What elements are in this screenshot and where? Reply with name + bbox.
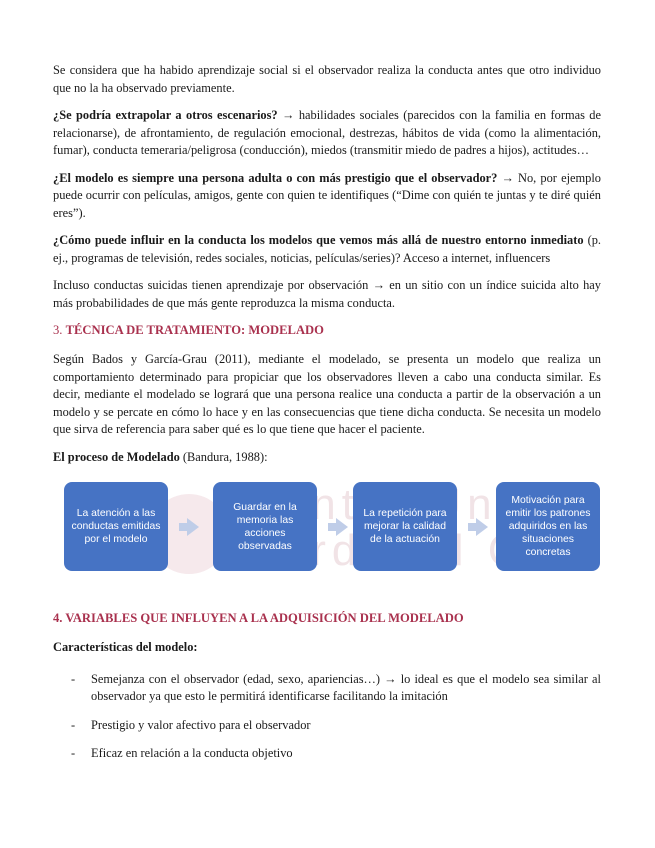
paragraph-models-influence: ¿Cómo puede influir en la conducta los modelos que vemos más allá de nuestro entorno inmediato (p. ej., programas de televisión, redes sociales, noticias, películas/series)? Acceso a internet, influencers (53, 233, 601, 265)
proceso-title: El proceso de Modelado (53, 449, 180, 464)
question-models-influence: ¿Cómo puede influir en la conducta los modelos que vemos más allá de nuestro entorno inmediato (53, 233, 584, 247)
list-item: - Eficaz en relación a la conducta objetivo (53, 745, 601, 763)
question-model-adult: ¿El modelo es siempre una persona adulta o con más prestigio que el observador? (53, 170, 498, 185)
process-step-4: Motivación para emitir los patrones adquiridos en las situaciones concretas (496, 482, 600, 571)
modeling-process-diagram (53, 476, 601, 594)
paragraph-social-learning: Se considera que ha habido aprendizaje social si el observador realiza la conducta antes que otro individuo que no la ha observado previamente. (53, 63, 601, 95)
list-item: - Prestigio y valor afectivo para el observador (53, 717, 601, 735)
arrow-right-icon (476, 518, 488, 536)
paragraph-modelado: Según Bados y García-Grau (2011), mediante el modelado, se presenta un modelo que realiza un comportamiento determinado para propiciar que los observadores lleven a cabo una conducta similar. Es decir, mediante el modelado se logrará que una persona realice una conducta a partir de la observación a un modelo y se percate en cómo lo hace y en las consecuencias que tiene dicha conducta. Se necesita un modelo que sirva de referencia para saber qué es lo que tiene que hacer el paciente. (53, 352, 601, 436)
paragraph-model-adult: ¿El modelo es siempre una persona adulta o con más prestigio que el observador? → No, por ejemplo puede ocurrir con películas, amigos, gente con quien te identifiques (“Dime con quién te juntas y te diré quién eres”). (53, 170, 601, 220)
arrow-right-icon (336, 518, 348, 536)
list-item: - Semejanza con el observador (edad, sexo, apariencias…) → lo ideal es que el modelo sea similar al observador ya que esto le permitirá identificarse facilitando la imitación (53, 671, 601, 706)
subheading-model-characteristics: Características del modelo: (53, 640, 198, 654)
watermark-logo: Centro (153, 476, 593, 594)
question-extrapolate: ¿Se podría extrapolar a otros escenarios? (53, 108, 278, 122)
process-step-3: La repetición para mejorar la calidad de la actuación (353, 482, 457, 571)
paragraph-suicidal: Incluso conductas suicidas tienen aprendizaje por observación → en un sitio con un índice suicida alto hay más probabilidades de que más gente reproduzca la misma conducta. (53, 278, 601, 310)
characteristics-list (53, 671, 601, 763)
paragraph-proceso: El proceso de Modelado (Bandura, 1988): (53, 449, 268, 464)
paragraph-extrapolate: ¿Se podría extrapolar a otros escenarios? → habilidades sociales (parecidos con la familia en formas de relacionarse), de afrontamiento, de regulación emocional, destrezas, hábitos de vida (como la alimentación, fumar), conducta temeraria/peligrosa (conducción), miedos (transmitir miedo de padres a hijos), actitudes… (53, 108, 602, 157)
section-heading-3: 3. TÉCNICA DE TRATAMIENTO: MODELADO (53, 323, 324, 337)
process-step-2: Guardar en la memoria las acciones observadas (213, 482, 317, 571)
document-page (53, 62, 601, 774)
arrow-right-icon (187, 518, 199, 536)
process-step-1: La atención a las conductas emitidas por el modelo (64, 482, 168, 571)
section-heading-4: 4. VARIABLES QUE INFLUYEN A LA ADQUISICIÓN DEL MODELADO (53, 611, 464, 625)
